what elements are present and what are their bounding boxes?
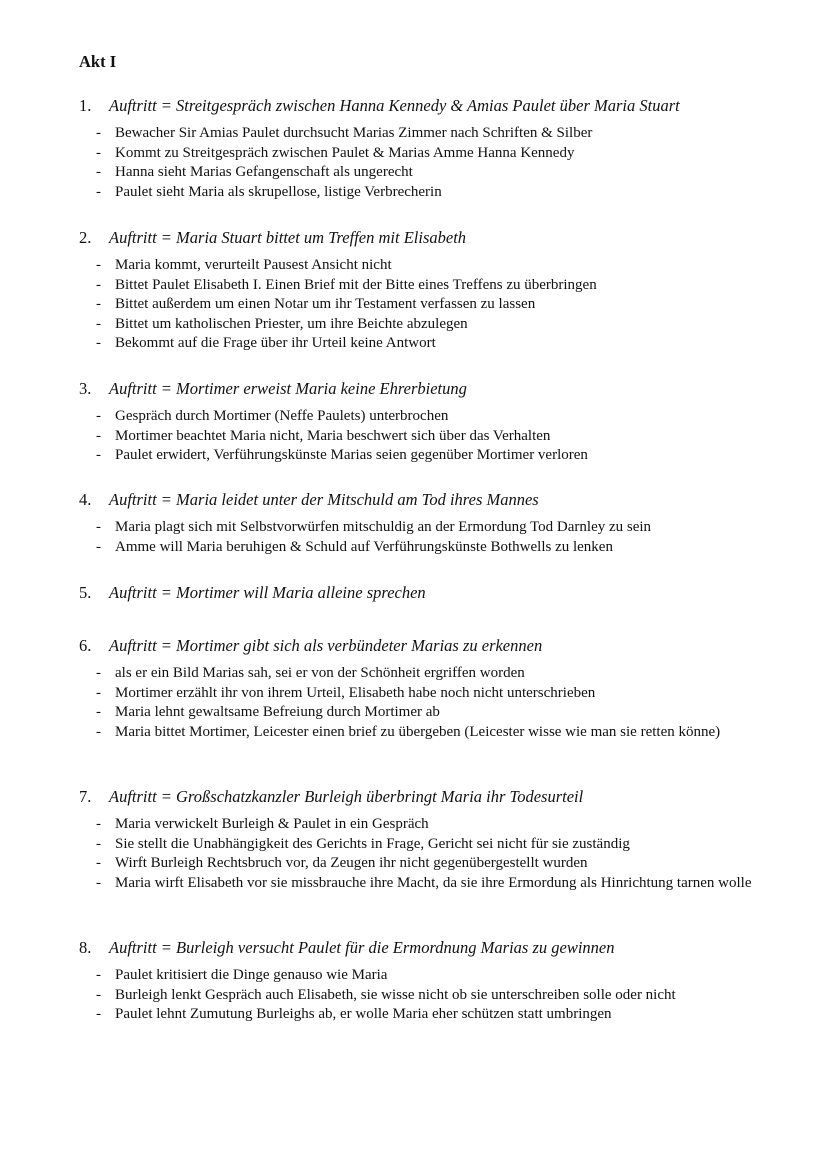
dash-marker: - bbox=[96, 276, 101, 293]
list-item bbox=[79, 664, 759, 684]
dash-marker: - bbox=[96, 835, 101, 852]
list-item-text: Bittet Paulet Elisabeth I. Einen Brief mit der Bitte eines Treffens zu überbringen bbox=[115, 276, 597, 293]
list-item-text: Maria lehnt gewaltsame Befreiung durch Mortimer ab bbox=[115, 704, 440, 721]
scene-number: 6. bbox=[79, 636, 92, 655]
list-item-text: Paulet kritisiert die Dinge genauso wie Maria bbox=[115, 967, 388, 983]
list-item bbox=[79, 163, 759, 183]
bullet-list bbox=[79, 815, 759, 893]
scene-number: 2. bbox=[79, 228, 92, 247]
dash-marker: - bbox=[96, 723, 101, 740]
bullet-list bbox=[79, 966, 759, 1025]
list-item-text: Maria kommt, verurteilt Pausest Ansicht nicht bbox=[115, 257, 392, 273]
list-item bbox=[79, 986, 759, 1006]
list-item bbox=[79, 538, 759, 558]
list-item bbox=[79, 295, 759, 315]
dash-marker: - bbox=[96, 144, 101, 161]
bullet-list bbox=[79, 518, 759, 557]
list-item-text: Kommt zu Streitgespräch zwischen Paulet & Marias Amme Hanna Kennedy bbox=[115, 144, 575, 161]
list-item bbox=[79, 723, 759, 743]
scene-number: 8. bbox=[79, 938, 92, 957]
list-item bbox=[79, 124, 759, 144]
dash-marker: - bbox=[96, 967, 101, 983]
bullet-list bbox=[79, 407, 759, 466]
list-item-text: Bittet außerdem um einen Notar um ihr Testament verfassen zu lassen bbox=[115, 296, 536, 313]
list-item bbox=[79, 684, 759, 704]
dash-marker: - bbox=[96, 408, 101, 424]
list-item-text: Maria wirft Elisabeth vor sie missbrauche ihre Macht, da sie ihre Ermordung als Hinrichtung tarnen wolle bbox=[115, 874, 752, 891]
list-item-text: Gespräch durch Mortimer (Neffe Paulets) unterbrochen bbox=[115, 408, 449, 424]
list-item-text: Maria bittet Mortimer, Leicester einen brief zu übergeben (Leicester wisse wie man sie retten könne) bbox=[115, 723, 721, 740]
list-item bbox=[79, 703, 759, 723]
dash-marker: - bbox=[96, 183, 101, 200]
dash-marker: - bbox=[96, 704, 101, 721]
list-item bbox=[79, 518, 759, 538]
list-item-text: als er ein Bild Marias sah, sei er von der Schönheit ergriffen worden bbox=[115, 665, 525, 681]
scene-heading bbox=[79, 582, 759, 604]
list-item-text: Hanna sieht Marias Gefangenschaft als ungerecht bbox=[115, 164, 413, 181]
list-item bbox=[79, 966, 759, 986]
scene-number: 1. bbox=[79, 96, 92, 115]
dash-marker: - bbox=[96, 1006, 101, 1023]
list-item-text: Maria plagt sich mit Selbstvorwürfen mitschuldig an der Ermordung Tod Darnley zu sein bbox=[115, 519, 652, 535]
list-item-text: Burleigh lenkt Gespräch auch Elisabeth, sie wisse nicht ob sie unterschreiben solle oder nicht bbox=[115, 986, 676, 1003]
dash-marker: - bbox=[96, 874, 101, 891]
scene-heading bbox=[79, 378, 759, 400]
list-item-text: Amme will Maria beruhigen & Schuld auf Verführungskünste Bothwells zu lenken bbox=[115, 538, 613, 555]
list-item bbox=[79, 334, 759, 354]
dash-marker: - bbox=[96, 257, 101, 273]
bullet-list bbox=[79, 664, 759, 742]
scene-number: 3. bbox=[79, 379, 92, 398]
dash-marker: - bbox=[96, 855, 101, 872]
list-item-text: Bekommt auf die Frage über ihr Urteil keine Antwort bbox=[115, 335, 436, 352]
scene-title: Auftritt = Burleigh versucht Paulet für die Ermordnung Marias zu gewinnen bbox=[109, 938, 615, 957]
list-item-text: Paulet erwidert, Verführungskünste Marias seien gegenüber Mortimer verloren bbox=[115, 447, 588, 464]
scene-title: Auftritt = Maria leidet unter der Mitschuld am Tod ihres Mannes bbox=[109, 490, 539, 509]
list-item-text: Paulet sieht Maria als skrupellose, listige Verbrecherin bbox=[115, 183, 442, 200]
scene-heading bbox=[79, 227, 759, 249]
bullet-list bbox=[79, 256, 759, 354]
dash-marker: - bbox=[96, 447, 101, 464]
list-item bbox=[79, 874, 759, 894]
dash-marker: - bbox=[96, 519, 101, 535]
scene-number: 5. bbox=[79, 583, 92, 602]
scene-title: Auftritt = Streitgespräch zwischen Hanna Kennedy & Amias Paulet über Maria Stuart bbox=[109, 96, 680, 115]
list-item bbox=[79, 854, 759, 874]
dash-marker: - bbox=[96, 335, 101, 352]
scene-heading bbox=[79, 937, 759, 959]
scene-title: Auftritt = Mortimer will Maria alleine sprechen bbox=[109, 583, 426, 602]
scene-3 bbox=[79, 378, 759, 466]
scene-1 bbox=[79, 95, 759, 202]
list-item-text: Paulet lehnt Zumutung Burleighs ab, er wolle Maria eher schützen statt umbringen bbox=[115, 1006, 612, 1023]
list-item bbox=[79, 276, 759, 296]
dash-marker: - bbox=[96, 684, 101, 701]
list-item-text: Wirft Burleigh Rechtsbruch vor, da Zeugen ihr nicht gegenübergestellt wurden bbox=[115, 855, 588, 872]
scene-heading bbox=[79, 489, 759, 511]
list-item bbox=[79, 183, 759, 203]
list-item bbox=[79, 315, 759, 335]
list-item-text: Mortimer beachtet Maria nicht, Maria beschwert sich über das Verhalten bbox=[115, 427, 551, 444]
scene-title: Auftritt = Mortimer erweist Maria keine Ehrerbietung bbox=[109, 379, 467, 398]
dash-marker: - bbox=[96, 986, 101, 1003]
list-item bbox=[79, 835, 759, 855]
scene-number: 7. bbox=[79, 787, 92, 806]
list-item-text: Bittet um katholischen Priester, um ihre Beichte abzulegen bbox=[115, 315, 468, 332]
bullet-list bbox=[79, 124, 759, 202]
scene-5 bbox=[79, 582, 759, 604]
scene-2 bbox=[79, 227, 759, 354]
list-item-text: Mortimer erzählt ihr von ihrem Urteil, Elisabeth habe noch nicht unterschrieben bbox=[115, 684, 596, 701]
scene-title: Auftritt = Maria Stuart bittet um Treffen mit Elisabeth bbox=[109, 228, 467, 247]
list-item-text: Maria verwickelt Burleigh & Paulet in ein Gespräch bbox=[115, 816, 429, 832]
list-item bbox=[79, 815, 759, 835]
dash-marker: - bbox=[96, 427, 101, 444]
scene-heading bbox=[79, 95, 759, 117]
list-item bbox=[79, 1005, 759, 1025]
list-item bbox=[79, 446, 759, 466]
list-item-text: Sie stellt die Unabhängigkeit des Gerichts in Frage, Gericht sei nicht für sie zuständig bbox=[115, 835, 630, 852]
dash-marker: - bbox=[96, 164, 101, 181]
scene-heading bbox=[79, 635, 759, 657]
scene-4 bbox=[79, 489, 759, 557]
scene-number: 4. bbox=[79, 490, 92, 509]
list-item bbox=[79, 256, 759, 276]
dash-marker: - bbox=[96, 315, 101, 332]
dash-marker: - bbox=[96, 296, 101, 313]
scene-7 bbox=[79, 786, 759, 893]
list-item bbox=[79, 427, 759, 447]
dash-marker: - bbox=[96, 665, 101, 681]
dash-marker: - bbox=[96, 538, 101, 555]
list-item bbox=[79, 144, 759, 164]
scene-8 bbox=[79, 937, 759, 1025]
scene-title: Auftritt = Mortimer gibt sich als verbündeter Marias zu erkennen bbox=[109, 636, 543, 655]
list-item bbox=[79, 407, 759, 427]
list-item-text: Bewacher Sir Amias Paulet durchsucht Marias Zimmer nach Schriften & Silber bbox=[115, 125, 593, 141]
document-title: Akt I bbox=[79, 52, 117, 71]
dash-marker: - bbox=[96, 125, 101, 141]
scene-6 bbox=[79, 635, 759, 742]
scene-heading bbox=[79, 786, 759, 808]
scene-title: Auftritt = Großschatzkanzler Burleigh überbringt Maria ihr Todesurteil bbox=[109, 787, 584, 806]
dash-marker: - bbox=[96, 816, 101, 832]
